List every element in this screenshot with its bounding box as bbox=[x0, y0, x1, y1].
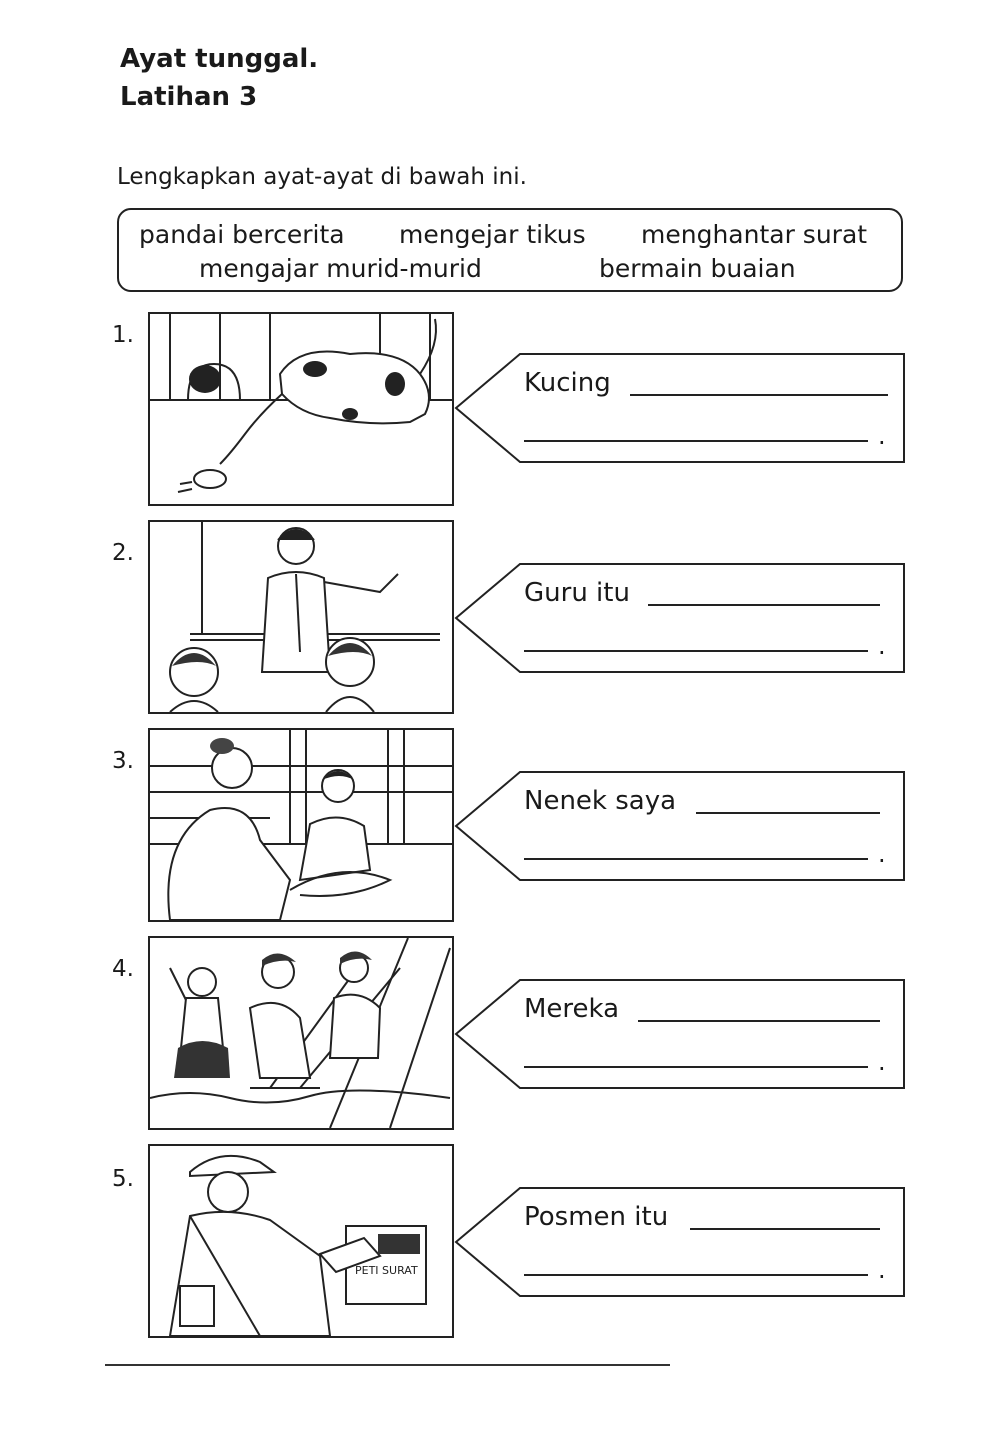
sentence-stem: Nenek saya bbox=[524, 786, 677, 816]
sentence-period: . bbox=[878, 840, 886, 868]
question-number: 5. bbox=[112, 1166, 134, 1192]
sentence-stem: Posmen itu bbox=[524, 1202, 669, 1232]
answer-tag bbox=[454, 978, 906, 1090]
sentence-period: . bbox=[878, 632, 886, 660]
mailbox-sign: PETI SURAT bbox=[355, 1264, 418, 1277]
answer-tag bbox=[454, 562, 906, 674]
answer-blank-line[interactable] bbox=[524, 858, 868, 860]
answer-blank-line[interactable] bbox=[648, 604, 880, 606]
worksheet-subtitle: Latihan 3 bbox=[120, 82, 258, 112]
question-number: 2. bbox=[112, 540, 134, 566]
grandmother-telling-story-illustration bbox=[148, 728, 454, 922]
answer-tag bbox=[454, 1186, 906, 1298]
answer-tag bbox=[454, 352, 906, 464]
teacher-teaching-pupils-illustration bbox=[148, 520, 454, 714]
answer-blank-line[interactable] bbox=[524, 650, 868, 652]
cat-chasing-mouse-illustration bbox=[148, 312, 454, 506]
word-bank-option[interactable]: mengajar murid-murid bbox=[199, 254, 482, 283]
worksheet-title: Ayat tunggal. bbox=[120, 44, 319, 74]
question-number: 1. bbox=[112, 322, 134, 348]
word-bank-box bbox=[117, 208, 903, 292]
answer-blank-line[interactable] bbox=[524, 1274, 868, 1276]
word-bank-option[interactable]: mengejar tikus bbox=[399, 220, 586, 249]
sentence-stem: Guru itu bbox=[524, 578, 630, 608]
sentence-period: . bbox=[878, 422, 886, 450]
question-number: 4. bbox=[112, 956, 134, 982]
instruction-text: Lengkapkan ayat-ayat di bawah ini. bbox=[117, 164, 527, 190]
answer-blank-line[interactable] bbox=[524, 1066, 868, 1068]
sentence-stem: Kucing bbox=[524, 368, 611, 398]
sentence-period: . bbox=[878, 1048, 886, 1076]
answer-blank-line[interactable] bbox=[524, 440, 868, 442]
sentence-stem: Mereka bbox=[524, 994, 620, 1024]
word-bank-option[interactable]: menghantar surat bbox=[641, 220, 868, 249]
postman-at-mailbox-illustration bbox=[148, 1144, 454, 1338]
word-bank-option[interactable]: bermain buaian bbox=[599, 254, 796, 283]
sentence-period: . bbox=[878, 1256, 886, 1284]
answer-blank-line[interactable] bbox=[630, 394, 888, 396]
footer-divider bbox=[105, 1364, 670, 1366]
answer-blank-line[interactable] bbox=[696, 812, 880, 814]
word-bank-option[interactable]: pandai bercerita bbox=[139, 220, 345, 249]
answer-blank-line[interactable] bbox=[638, 1020, 880, 1022]
question-number: 3. bbox=[112, 748, 134, 774]
answer-tag bbox=[454, 770, 906, 882]
answer-blank-line[interactable] bbox=[690, 1228, 880, 1230]
children-on-swing-illustration bbox=[148, 936, 454, 1130]
